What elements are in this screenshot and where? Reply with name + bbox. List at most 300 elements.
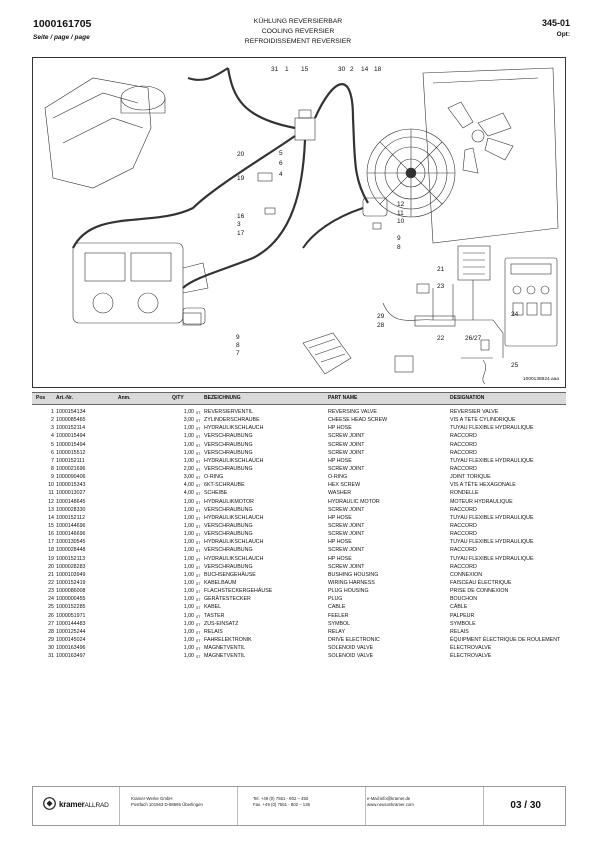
callout-label: 29 xyxy=(377,313,385,320)
callout-label: 20 xyxy=(237,151,245,158)
row-article-number: 1000103949 xyxy=(56,571,86,578)
email-address[interactable]: e-Mail:info@kramer.de xyxy=(367,796,411,801)
row-name-french: TUYAU FLEXIBLE HYDRAULIQUE xyxy=(450,457,534,464)
page-number: 03 / 30 xyxy=(510,800,541,811)
row-quantity: 1,00 xyxy=(183,555,194,562)
row-name-english: SCREW JOINT xyxy=(328,547,365,554)
row-article-number: 1000144696 xyxy=(56,522,86,529)
row-name-english: SCREW JOINT xyxy=(328,449,365,456)
row-pos: 5 xyxy=(51,441,54,448)
row-unit: ST xyxy=(196,427,201,432)
row-name-english: SCREW JOINT xyxy=(328,563,365,570)
row-name-french: RONDELLE xyxy=(450,490,479,497)
table-row xyxy=(32,506,566,514)
callout-label: 28 xyxy=(377,322,385,329)
table-row xyxy=(32,620,566,628)
table-row xyxy=(32,432,566,440)
callout-label: 2 xyxy=(350,66,354,73)
table-row xyxy=(32,555,566,563)
row-pos: 1 xyxy=(51,409,54,415)
row-unit: ST xyxy=(196,459,201,464)
table-row xyxy=(32,530,566,538)
row-quantity: 2,00 xyxy=(183,465,194,472)
row-name-german: MAGNETVENTIL xyxy=(204,653,246,660)
page-label: Seite / page / page xyxy=(33,34,90,41)
row-name-german: VERSCHRAUBUNG xyxy=(204,465,253,472)
row-article-number: 1000154134 xyxy=(56,409,86,415)
callout-label: 22 xyxy=(437,335,445,342)
row-name-french: VIS A TÊTE HEXAGONALE xyxy=(450,482,516,489)
row-article-number: 1000085465 xyxy=(56,417,86,424)
title-english: COOLING REVERSIER xyxy=(261,28,335,35)
row-article-number: 1000086008 xyxy=(56,588,86,595)
pump-shape xyxy=(183,308,205,324)
row-pos: 27 xyxy=(48,620,54,627)
row-pos: 20 xyxy=(48,563,54,570)
row-name-english: SCREW JOINT xyxy=(328,531,365,538)
row-name-english: CHEESE HEAD SCREW xyxy=(328,417,388,424)
row-unit: ST xyxy=(196,476,201,481)
row-unit: ST xyxy=(196,565,201,570)
engine-block-shape xyxy=(73,243,183,323)
row-name-german: MAGNETVENTIL xyxy=(204,645,246,652)
row-pos: 6 xyxy=(51,449,54,456)
relay-shape xyxy=(395,356,413,372)
row-name-french: RACCORD xyxy=(450,449,477,456)
row-quantity: 1,00 xyxy=(183,449,194,456)
row-name-german: HYDRAULIKSCHLAUCH xyxy=(204,425,264,432)
callout-label: 9 xyxy=(236,334,240,341)
row-name-english: HP HOSE xyxy=(328,457,352,464)
row-quantity: 1,00 xyxy=(183,620,194,627)
website-link[interactable]: www.neusonkramer.com xyxy=(367,802,414,807)
row-unit: ST xyxy=(196,411,201,415)
fax-number: Fax. +49 (0) 7551 - 802 – 136 xyxy=(253,802,310,807)
row-pos: 16 xyxy=(48,531,54,538)
row-unit: ST xyxy=(196,541,201,546)
row-name-english: HP HOSE xyxy=(328,425,352,432)
callout-label: 6 xyxy=(279,160,283,167)
row-pos: 17 xyxy=(48,539,54,546)
row-name-english: REVERSING VALVE xyxy=(328,409,377,415)
row-article-number: 1000144483 xyxy=(56,620,86,627)
row-quantity: 1,00 xyxy=(183,636,194,643)
row-pos: 8 xyxy=(51,465,54,472)
row-pos: 24 xyxy=(48,596,54,603)
row-name-german: HYDRAULIKMOTOR xyxy=(204,498,254,505)
table-row xyxy=(32,416,566,424)
callout-label: 4 xyxy=(279,171,283,178)
row-pos: 26 xyxy=(48,612,54,619)
row-name-french: RACCORD xyxy=(450,531,477,538)
callout-label: 14 xyxy=(361,66,369,73)
callout-label: 7 xyxy=(236,350,240,357)
row-quantity: 1,00 xyxy=(183,539,194,546)
row-name-german: VERSCHRAUBUNG xyxy=(204,563,253,570)
fan-cowl-shape xyxy=(423,68,558,243)
row-quantity: 1,00 xyxy=(183,425,194,432)
row-name-german: VERSCHRAUBUNG xyxy=(204,506,253,513)
row-pos: 21 xyxy=(48,571,54,578)
row-pos: 18 xyxy=(48,547,54,554)
row-name-german: KABEL xyxy=(204,604,222,611)
row-pos: 11 xyxy=(48,490,54,497)
row-quantity: 1,00 xyxy=(183,457,194,464)
row-pos: 30 xyxy=(48,645,54,652)
drive-electronic-shape xyxy=(303,333,351,374)
row-name-french: ÉLECTROVALVE xyxy=(450,653,492,660)
row-name-french: VIS A TETE CYLINDRIQUE xyxy=(450,417,516,424)
row-unit: ST xyxy=(196,647,201,652)
callout-label: 24 xyxy=(511,311,519,318)
row-name-french: ÉQUIPMENT ÉLECTRIQUE DE ROULEMENT xyxy=(450,636,561,643)
row-unit: ST xyxy=(196,451,201,456)
table-row xyxy=(32,563,566,571)
callout-label: 23 xyxy=(437,283,445,290)
row-quantity: 1,00 xyxy=(183,563,194,570)
row-pos: 29 xyxy=(48,636,54,643)
row-pos: 22 xyxy=(48,579,54,586)
row-name-german: VERSCHRAUBUNG xyxy=(204,547,253,554)
row-quantity: 1,00 xyxy=(183,531,194,538)
row-name-french: TUYAU FLEXIBLE HYDRAULIQUE xyxy=(450,539,534,546)
callout-label: 3 xyxy=(237,221,241,228)
row-unit: ST xyxy=(196,573,201,578)
header-article: Art.-Nr. xyxy=(56,395,73,401)
row-article-number: 1000021696 xyxy=(56,465,86,472)
header-english: PART NAME xyxy=(328,395,358,401)
callout-label: 30 xyxy=(338,66,346,73)
exploded-parts-drawing xyxy=(32,57,566,388)
brand-logo xyxy=(59,800,109,809)
table-row xyxy=(32,538,566,546)
callout-label: 31 xyxy=(271,66,279,73)
table-row xyxy=(32,473,566,481)
row-unit: ST xyxy=(196,533,201,538)
table-row xyxy=(32,644,566,652)
row-name-german: KABELBAUM xyxy=(204,579,237,586)
row-name-english: CABLE xyxy=(328,604,346,611)
reversing-valve-shape xyxy=(295,118,315,140)
row-name-english: O-RING xyxy=(328,474,348,481)
row-pos: 10 xyxy=(48,482,54,489)
row-unit: ST xyxy=(196,581,201,586)
callout-label: 19 xyxy=(237,175,245,182)
row-pos: 13 xyxy=(48,506,54,513)
row-unit: ST xyxy=(196,500,201,505)
table-row xyxy=(32,636,566,644)
row-name-french: RACCORD xyxy=(450,563,477,570)
callout-label: 8 xyxy=(397,244,401,251)
table-row xyxy=(32,571,566,579)
row-quantity: 1,00 xyxy=(183,409,194,415)
row-quantity: 3,00 xyxy=(183,417,194,424)
page-footer xyxy=(32,786,566,826)
row-name-french: CÂBLE xyxy=(450,604,468,611)
row-name-english: SCREW JOINT xyxy=(328,506,365,513)
phone-cell xyxy=(237,787,366,825)
row-pos: 25 xyxy=(48,604,54,611)
row-article-number: 1000015512 xyxy=(56,449,86,456)
brand-logo-light: ALLRAD xyxy=(84,802,109,809)
title-french: REFROIDISSEMENT REVERSIER xyxy=(244,38,352,45)
row-name-french: PRISE DE CONNEXION xyxy=(450,588,509,595)
row-quantity: 3,00 xyxy=(183,474,194,481)
fan-blades-shape xyxy=(448,102,513,173)
row-article-number: 1000013027 xyxy=(56,490,86,497)
row-article-number: 1000152114 xyxy=(56,425,86,432)
title-german: KÜHLUNG REVERSIERBAR xyxy=(253,18,343,25)
row-quantity: 1,00 xyxy=(183,653,194,660)
row-name-german: VERSCHRAUBUNG xyxy=(204,449,253,456)
row-name-french: REVERSIER VALVE xyxy=(450,409,499,415)
row-name-german: FLACHSTECKERGEHÄUSE xyxy=(204,588,273,595)
hose-shape xyxy=(228,68,295,128)
row-name-german: VERSCHRAUBUNG xyxy=(204,522,253,529)
sheet-code: 345-01 xyxy=(541,18,570,28)
callout-label: 25 xyxy=(511,362,519,369)
header-pos: Pos xyxy=(36,395,46,401)
row-article-number: 1000130545 xyxy=(56,539,86,546)
row-name-english: DRIVE ELECTRONIC xyxy=(328,636,380,643)
callout-label: 8 xyxy=(236,342,240,349)
table-row xyxy=(32,612,566,620)
row-name-german: HYDRAULIKSCHLAUCH xyxy=(204,514,264,521)
row-name-german: HYDRAULIKSCHLAUCH xyxy=(204,539,264,546)
row-quantity: 1,00 xyxy=(183,498,194,505)
row-name-french: ÉLECTROVALVE xyxy=(450,645,492,652)
callout-label: 18 xyxy=(374,66,382,73)
row-name-german: SCHEIBE xyxy=(204,490,228,497)
row-article-number: 1000015494 xyxy=(56,441,86,448)
row-article-number: 1000152113 xyxy=(56,555,86,562)
row-name-english: HP HOSE xyxy=(328,514,352,521)
row-name-german: BUCHSENGEHÄUSE xyxy=(204,571,256,578)
row-name-french: SYMBOLE xyxy=(450,620,476,627)
kramer-logo-icon xyxy=(43,797,56,810)
row-name-french: TUYAU FLEXIBLE HYDRAULIQUE xyxy=(450,555,534,562)
row-name-english: SOLENOID VALVE xyxy=(328,645,374,652)
row-name-german: ZUS-EINSATZ xyxy=(204,620,239,627)
row-name-english: HYDRAULIC MOTOR xyxy=(328,498,380,505)
row-name-french: RELAIS xyxy=(450,628,469,635)
row-unit: ST xyxy=(196,655,201,660)
header-french: DESIGNATION xyxy=(450,395,485,401)
row-quantity: 1,00 xyxy=(183,612,194,619)
wiring-harness-shape xyxy=(383,303,493,320)
callout-label: 16 xyxy=(237,213,245,220)
callout-label: 26/27 xyxy=(465,335,482,342)
row-name-english: FEELER xyxy=(328,612,349,619)
row-pos: 28 xyxy=(48,628,54,635)
row-unit: ST xyxy=(196,622,201,627)
row-unit: ST xyxy=(196,606,201,611)
row-name-french: PALPEUR xyxy=(450,612,475,619)
row-article-number: 1000145024 xyxy=(56,636,86,643)
row-quantity: 1,00 xyxy=(183,588,194,595)
table-row xyxy=(32,595,566,603)
row-name-german: VERSCHRAUBUNG xyxy=(204,531,253,538)
row-article-number: 1000163496 xyxy=(56,645,86,652)
row-name-english: RELAY xyxy=(328,628,345,635)
row-article-number: 1000028448 xyxy=(56,547,86,554)
callout-label: 21 xyxy=(437,266,445,273)
row-name-english: SCREW JOINT xyxy=(328,441,365,448)
table-row xyxy=(32,408,566,416)
row-quantity: 1,00 xyxy=(183,604,194,611)
row-article-number: 1000146696 xyxy=(56,531,86,538)
row-unit: ST xyxy=(196,524,201,529)
table-row xyxy=(32,481,566,489)
row-quantity: 1,00 xyxy=(183,506,194,513)
row-quantity: 1,00 xyxy=(183,514,194,521)
row-name-french: RACCORD xyxy=(450,522,477,529)
company-address: Postfach 101563 D-88665 Überlingen xyxy=(131,802,203,807)
row-article-number: 1000152419 xyxy=(56,579,86,586)
tank-shape xyxy=(121,86,165,110)
table-row xyxy=(32,449,566,457)
row-name-german: REVERSIERVENTIL xyxy=(204,409,254,415)
row-name-german: HYDRAULIKSCHLAUCH xyxy=(204,555,264,562)
chassis-frame-shape xyxy=(45,78,151,188)
row-name-german: O-RING xyxy=(204,474,224,481)
logo-cell xyxy=(33,787,120,825)
row-unit: ST xyxy=(196,630,201,635)
row-article-number: 1000090406 xyxy=(56,474,86,481)
contact-cell xyxy=(365,787,484,825)
row-name-english: SCREW JOINT xyxy=(328,433,365,440)
row-name-english: HEX SCREW xyxy=(328,482,361,489)
row-pos: 4 xyxy=(51,433,54,440)
row-pos: 7 xyxy=(51,457,54,464)
row-article-number: 1000152112 xyxy=(56,514,86,521)
table-row xyxy=(32,603,566,611)
row-name-english: HP HOSE xyxy=(328,555,352,562)
row-unit: ST xyxy=(196,443,201,448)
row-unit: ST xyxy=(196,557,201,562)
phone-number: Tel. +49 (0) 7551 - 802 – 450 xyxy=(253,796,309,801)
table-row xyxy=(32,652,566,660)
control-panel-shape xyxy=(505,258,557,346)
row-name-french: MOTEUR HYDRAULIQUE xyxy=(450,498,513,505)
header-german: BEZEICHNUNG xyxy=(204,395,241,401)
table-row xyxy=(32,465,566,473)
bushing-housing-shape xyxy=(458,246,490,280)
table-row xyxy=(32,457,566,465)
row-unit: ST xyxy=(196,508,201,513)
row-name-german: HYDRAULIKSCHLAUCH xyxy=(204,457,264,464)
callout-label: 1 xyxy=(285,66,289,73)
row-quantity: 1,00 xyxy=(183,645,194,652)
callout-label: 12 xyxy=(397,201,405,208)
row-name-german: 6KT-SCHRAUBE xyxy=(204,482,245,489)
row-name-english: WASHER xyxy=(328,490,352,497)
row-name-german: TASTER xyxy=(204,612,225,619)
row-article-number: 1000152111 xyxy=(56,457,85,464)
row-article-number: 1000015494 xyxy=(56,433,86,440)
drawing-illustration xyxy=(33,58,567,389)
row-name-english: SOLENOID VALVE xyxy=(328,653,374,660)
row-quantity: 1,00 xyxy=(183,547,194,554)
row-article-number: 1000125244 xyxy=(56,628,86,635)
row-article-number: 1000148645 xyxy=(56,498,86,505)
row-unit: ST xyxy=(196,419,201,424)
row-name-english: PLUG xyxy=(328,596,343,603)
row-quantity: 1,00 xyxy=(183,596,194,603)
row-unit: ST xyxy=(196,435,201,440)
row-name-french: JOINT TORIQUE xyxy=(450,474,491,481)
row-name-french: RACCORD xyxy=(450,433,477,440)
callout-label: 10 xyxy=(397,218,405,225)
row-pos: 12 xyxy=(48,498,54,505)
callout-label: 11 xyxy=(397,210,404,217)
row-name-french: RACCORD xyxy=(450,465,477,472)
row-unit: ST xyxy=(196,516,201,521)
table-row xyxy=(32,514,566,522)
row-name-french: CONNEXION xyxy=(450,571,483,578)
row-quantity: 4,00 xyxy=(183,482,194,489)
row-name-french: FAISCEAU ÉLECTRIQUE xyxy=(450,579,512,586)
callout-label: 17 xyxy=(237,230,245,237)
company-cell xyxy=(119,787,238,825)
option-label: Opt: xyxy=(556,31,570,38)
header-note: Anm. xyxy=(118,395,131,401)
row-name-english: SCREW JOINT xyxy=(328,522,365,529)
row-unit: ST xyxy=(196,638,201,643)
row-article-number: 1000015343 xyxy=(56,482,86,489)
row-article-number: 1000152285 xyxy=(56,604,86,611)
row-name-german: ZYLINDERSCHRAUBE xyxy=(204,417,260,424)
row-name-german: GERÄTESTECKER xyxy=(204,596,251,603)
row-pos: 9 xyxy=(51,474,54,481)
row-unit: ST xyxy=(196,484,201,489)
row-name-french: RACCORD xyxy=(450,547,477,554)
parts-table-body xyxy=(32,408,566,660)
row-name-french: TUYAU FLEXIBLE HYDRAULIQUE xyxy=(450,514,534,521)
row-article-number: 1000163497 xyxy=(56,653,86,660)
row-pos: 2 xyxy=(51,417,54,424)
row-name-german: RELAIS xyxy=(204,628,223,635)
row-quantity: 1,00 xyxy=(183,579,194,586)
table-row xyxy=(32,579,566,587)
table-row xyxy=(32,498,566,506)
row-name-german: FAHRELEKTRONIK xyxy=(204,636,252,643)
table-row xyxy=(32,424,566,432)
row-article-number: 1000051971 xyxy=(56,612,86,619)
row-name-english: SCREW JOINT xyxy=(328,465,365,472)
row-name-french: TUYAU FLEXIBLE HYDRAULIQUE xyxy=(450,425,534,432)
row-name-english: BUSHING HOUSING xyxy=(328,571,379,578)
row-quantity: 1,00 xyxy=(183,522,194,529)
table-row xyxy=(32,522,566,530)
row-quantity: 1,00 xyxy=(183,628,194,635)
row-name-french: BOUCHON xyxy=(450,596,478,603)
table-row xyxy=(32,441,566,449)
parts-table-header xyxy=(32,392,566,405)
row-name-german: VERSCHRAUBUNG xyxy=(204,441,253,448)
row-unit: ST xyxy=(196,467,201,472)
row-quantity: 1,00 xyxy=(183,433,194,440)
row-name-german: VERSCHRAUBUNG xyxy=(204,433,253,440)
document-number: 1000161705 xyxy=(33,18,92,30)
callout-label: 15 xyxy=(301,66,309,73)
table-row xyxy=(32,546,566,554)
row-pos: 23 xyxy=(48,588,54,595)
brand-logo-bold: kramer xyxy=(59,800,85,809)
row-name-english: SYMBOL xyxy=(328,620,351,627)
row-name-english: PLUG HOUSING xyxy=(328,588,369,595)
row-pos: 3 xyxy=(51,425,54,432)
